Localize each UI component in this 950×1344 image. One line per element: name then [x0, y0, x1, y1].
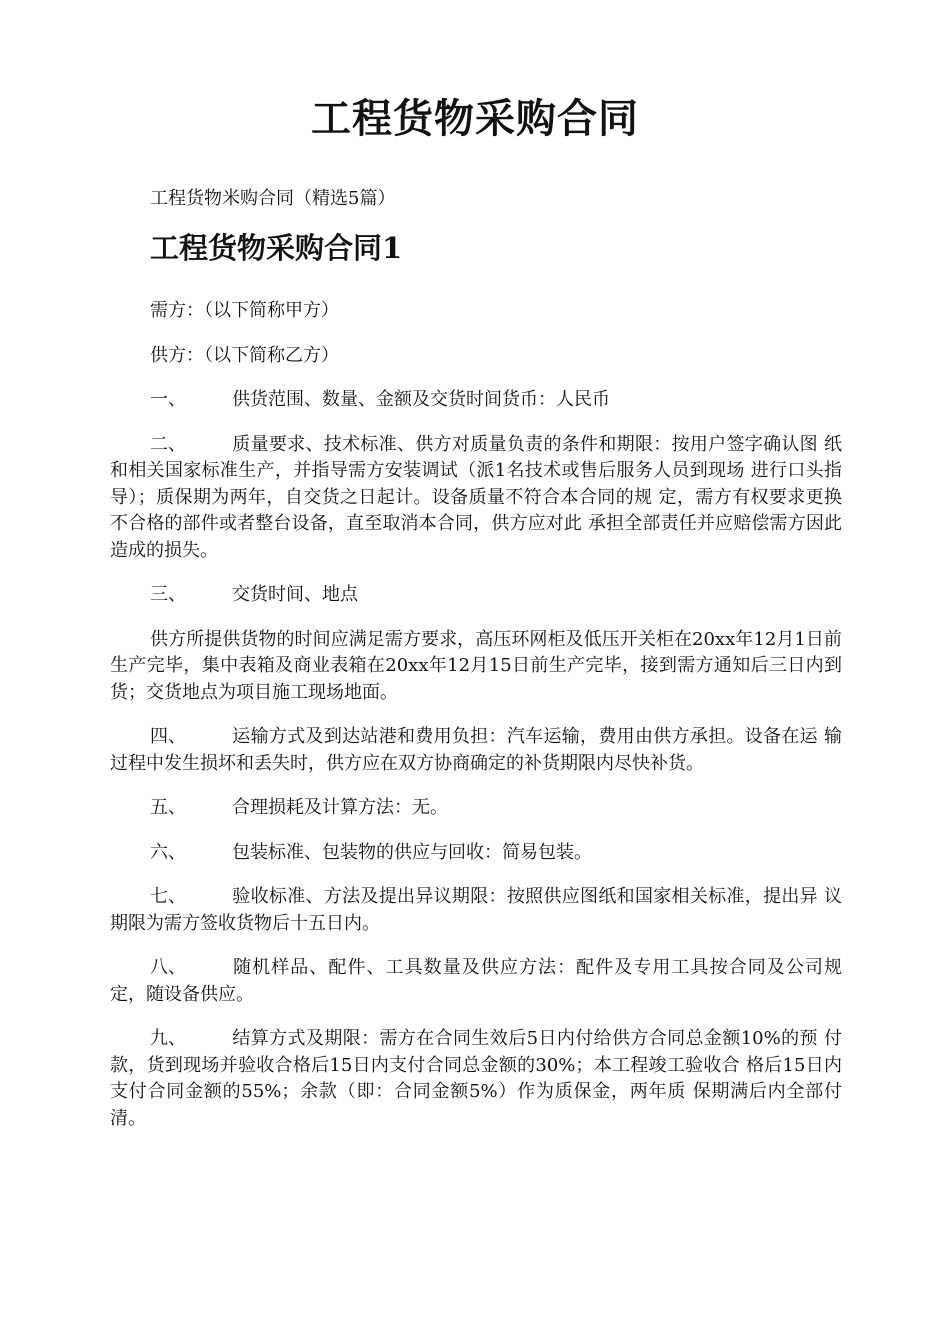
clause-number: 八、 [150, 957, 186, 978]
clause-number: 五、 [150, 797, 186, 818]
clause-1 [110, 387, 842, 414]
clause-8 [110, 955, 842, 1008]
clause-text: 随机样品、配件、工具数量及供应方法：配件及专用工具按合同及公司规 定，随设备供应。 [110, 957, 842, 1005]
clause-text: 结算方式及期限：需方在合同生效后5日内付给供方合同总金额10%的预 付款，货到现场并验收合格后15日内支付合同总金额的30%；本工程竣工验收合 格后15日内支付合同金额的55%；余款（即：合同金额5%）作为质保金，两年质 保期满后内全部付清。 [110, 1028, 842, 1129]
paragraph-supplier [110, 343, 842, 370]
clause-text: 质量要求、技术标准、供方对质量负责的条件和期限：按用户签字确认图 纸和相关国家标准生产，并指导需方安装调试（派1名技术或售后服务人员到现场 进行口头指导）；质保期为两年，自交货之日起计。设备质量不符合本合同的规 定，需方有权要求更换不合格的部件或者整台设备，直至取消本合同，供方应对此 承担全部责任并应赔偿需方因此造成的损失。 [110, 433, 842, 561]
paragraph-text: 供方所提供货物的时间应满足需方要求，高压环网柜及低压开关柜在20xx年12月1日前生产完毕，集中表箱及商业表箱在20xx年12月15日前生产完毕，接到需方通知后三日内到货；交货地点为项目施工现场地面。 [110, 628, 842, 703]
clause-9 [110, 1026, 842, 1132]
contract-body [110, 298, 842, 1150]
clause-text: 运输方式及到达站港和费用负担：汽车运输，费用由供方承担。设备在运 输过程中发生损坏和丢失时，供方应在双方协商确定的补货期限内尽快补货。 [110, 726, 842, 774]
clause-4 [110, 724, 842, 777]
clause-number: 二、 [150, 433, 186, 455]
clause-number: 三、 [150, 584, 186, 605]
document-title: 工程货物采购合同 [311, 95, 639, 142]
section-heading: 工程货物采购合同1 [150, 231, 403, 265]
document-subtitle: 工程货物米购合同（精选5篇） [150, 188, 396, 209]
paragraph-demander [110, 298, 842, 325]
clause-2 [110, 432, 842, 565]
clause-number: 六、 [150, 841, 186, 863]
clause-text: 包装标准、包装物的供应与回收：简易包装。 [232, 841, 592, 863]
clause-7 [110, 884, 842, 937]
clause-6 [110, 840, 842, 867]
clause-3-detail [110, 627, 842, 707]
clause-text: 供货范围、数量、金额及交货时间货币：人民币 [232, 389, 610, 410]
clause-text: 交货时间、地点 [232, 584, 358, 605]
clause-number: 九、 [150, 1028, 186, 1049]
clause-number: 七、 [150, 886, 186, 907]
clause-3 [110, 582, 842, 609]
clause-text: 合理损耗及计算方法：无。 [232, 797, 448, 818]
clause-number: 一、 [150, 389, 186, 410]
clause-5 [110, 795, 842, 822]
clause-number: 四、 [150, 726, 186, 747]
clause-text: 验收标准、方法及提出异议期限：按照供应图纸和国家相关标准，提出异 议期限为需方签收货物后十五日内。 [110, 886, 842, 934]
paragraph-text: 需方：（以下简称甲方） [150, 300, 339, 321]
paragraph-text: 供方：（以下简称乙方） [150, 344, 339, 366]
